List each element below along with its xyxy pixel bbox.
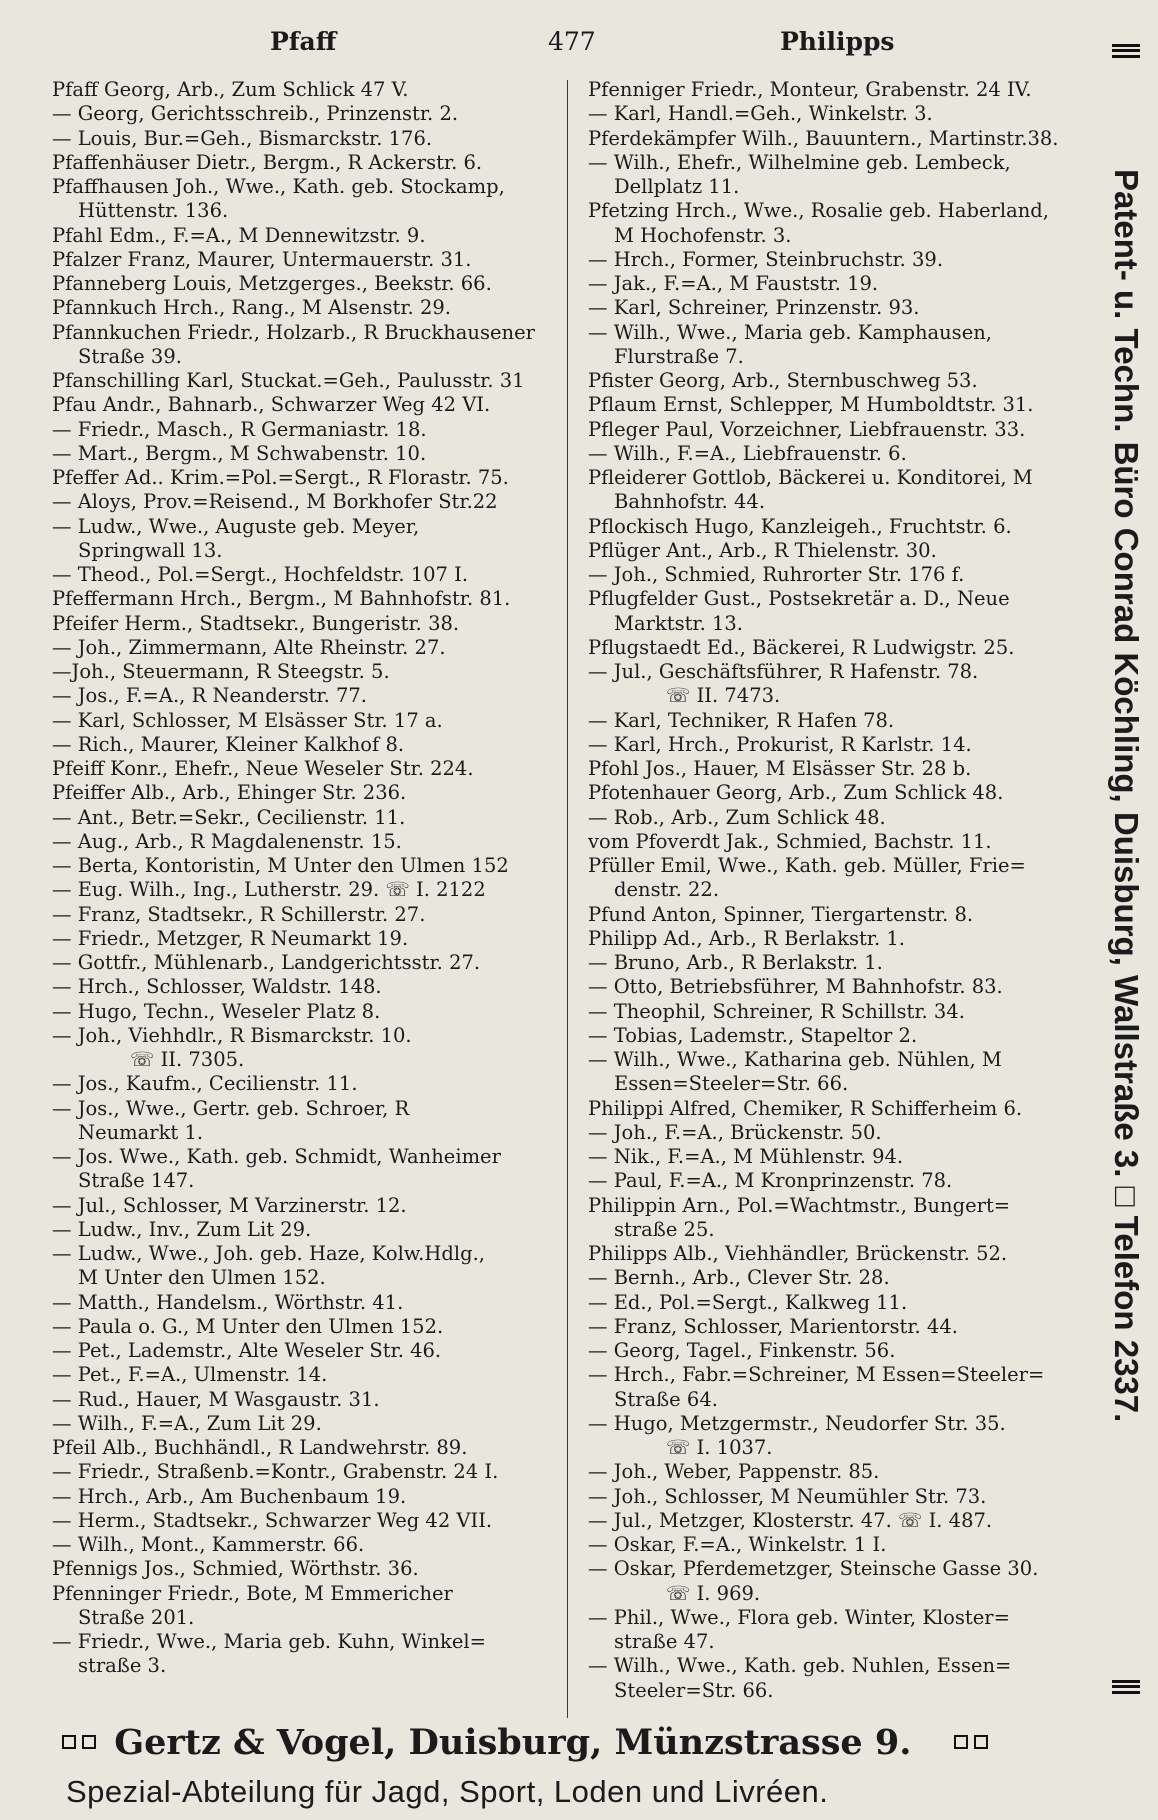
directory-entry: — Jul., Metzger, Klosterstr. 47. ☏ I. 487. — [588, 1508, 993, 1532]
left-column — [52, 78, 560, 1718]
directory-entry: — Wilh., Wwe., Kath. geb. Nuhlen, Essen= — [588, 1654, 1012, 1678]
directory-entry: — Hugo, Metzgermstr., Neudorfer Str. 35. — [588, 1411, 1006, 1435]
directory-entry: Pfeffer Ad.. Krim.=Pol.=Sergt., R Florastr. 75. — [52, 466, 509, 489]
directory-entry: — Karl, Hrch., Prokurist, R Karlstr. 14. — [588, 732, 972, 756]
directory-entry: — Rud., Hauer, M Wasgaustr. 31. — [52, 1387, 380, 1411]
directory-entry: — Hrch., Fabr.=Schreiner, M Essen=Steeler= — [588, 1363, 1045, 1387]
footer-ad-firm: Gertz & Vogel, Duisburg, Münzstrasse 9. — [114, 1722, 912, 1763]
directory-entry: — Jos. Wwe., Kath. geb. Schmidt, Wanheimer — [52, 1145, 501, 1168]
directory-entry: — Bruno, Arb., R Berlakstr. 1. — [588, 951, 883, 974]
directory-entry: — Aloys, Prov.=Reisend., M Borkhofer Str.22 — [52, 490, 498, 514]
header-left-keyword: Pfaff — [270, 27, 337, 56]
directory-entry: — Friedr., Straßenb.=Kontr., Grabenstr. 24 I. — [52, 1460, 499, 1484]
directory-entry: — Nik., F.=A., M Mühlenstr. 94. — [588, 1145, 904, 1168]
directory-entry: — Karl, Schlosser, M Elsässer Str. 17 a. — [52, 708, 443, 732]
square-icon — [954, 1735, 968, 1749]
column-divider — [567, 80, 568, 1718]
directory-entry: Pflaum Ernst, Schlepper, M Humboldtstr. 31. — [588, 393, 1034, 417]
telephone-line: ☏ I. 1037. — [666, 1436, 773, 1459]
directory-entry: — Jul., Schlosser, M Varzinerstr. 12. — [52, 1193, 407, 1217]
directory-entry: — Karl, Techniker, R Hafen 78. — [588, 708, 895, 732]
entry-continuation: denstr. 22. — [614, 878, 720, 902]
directory-entry: — Hrch., Arb., Am Buchenbaum 19. — [52, 1484, 407, 1508]
directory-entry: — Ludw., Wwe., Auguste geb. Meyer, — [52, 514, 420, 538]
directory-entry: Philippin Arn., Pol.=Wachtmstr., Bungert= — [588, 1193, 1011, 1217]
directory-entry: — Phil., Wwe., Flora geb. Winter, Kloster= — [588, 1605, 1010, 1629]
directory-entry: — Wilh., Mont., Kammerstr. 66. — [52, 1533, 365, 1556]
directory-entry: — Tobias, Lademstr., Stapeltor 2. — [588, 1023, 918, 1047]
directory-entry: — Rob., Arb., Zum Schlick 48. — [588, 805, 886, 829]
side-ad-text: Patent- u. Techn. Büro Conrad Köchling, Duisburg, Wallstraße 3. □ Telefon 2337. — [1108, 169, 1145, 1423]
directory-entry: — Karl, Schreiner, Prinzenstr. 93. — [588, 296, 920, 320]
entry-continuation: Straße 39. — [78, 344, 182, 368]
directory-entry: Pfotenhauer Georg, Arb., Zum Schlick 48. — [588, 781, 1004, 805]
entry-continuation: straße 3. — [78, 1654, 167, 1678]
directory-entry: — Wilh., Wwe., Maria geb. Kamphausen, — [588, 320, 992, 344]
directory-entry: Pflugfelder Gust., Postsekretär a. D., Neue — [588, 587, 1010, 611]
footer-ad-line2: Spezial-Abteilung für Jagd, Sport, Loden und Livréen. — [66, 1774, 829, 1809]
directory-entry: — Joh., F.=A., Brückenstr. 50. — [588, 1120, 882, 1144]
directory-entry: — Jul., Geschäftsführer, R Hafenstr. 78. — [588, 660, 979, 683]
header-right-keyword: Philipps — [780, 27, 895, 56]
directory-entry: — Rich., Maurer, Kleiner Kalkhof 8. — [52, 732, 405, 756]
square-icon — [974, 1735, 988, 1749]
telephone-line: ☏ II. 7305. — [130, 1048, 245, 1071]
directory-entry: Pfeffermann Hrch., Bergm., M Bahnhofstr. 81. — [52, 587, 511, 611]
directory-entry: — Georg, Tagel., Finkenstr. 56. — [588, 1339, 896, 1362]
directory-entry: — Friedr., Masch., R Germaniastr. 18. — [52, 417, 427, 441]
directory-entry: — Friedr., Wwe., Maria geb. Kuhn, Winkel= — [52, 1630, 486, 1653]
directory-entry: — Ed., Pol.=Sergt., Kalkweg 11. — [588, 1290, 908, 1314]
directory-entry: — Jak., F.=A., M Fauststr. 19. — [588, 272, 879, 295]
directory-entry: Pfaffhausen Joh., Wwe., Kath. geb. Stockamp, — [52, 175, 505, 198]
directory-entry: — Paul, F.=A., M Kronprinzenstr. 78. — [588, 1169, 953, 1193]
directory-entry: — Franz, Schlosser, Marientorstr. 44. — [588, 1314, 958, 1338]
directory-entry: Pfüller Emil, Wwe., Kath. geb. Müller, Frie= — [588, 854, 1026, 877]
directory-entry: Pfanneberg Louis, Metzgerges., Beekstr. 66. — [52, 272, 492, 295]
entry-continuation: straße 47. — [614, 1630, 715, 1653]
directory-entry: — Eug. Wilh., Ing., Lutherstr. 29. ☏ I. 2122 — [52, 878, 486, 902]
directory-entry: Pfenninger Friedr., Bote, M Emmericher — [52, 1581, 453, 1605]
directory-entry: — Gottfr., Mühlenarb., Landgerichtsstr. 27. — [52, 951, 481, 974]
telephone-line: ☏ II. 7473. — [666, 684, 781, 708]
directory-entry: Pfenniger Friedr., Monteur, Grabenstr. 24 IV. — [588, 78, 1032, 101]
page-number: 477 — [548, 27, 596, 56]
directory-entry: — Ludw., Wwe., Joh. geb. Haze, Kolw.Hdlg., — [52, 1242, 485, 1265]
entry-continuation: M Unter den Ulmen 152. — [78, 1266, 326, 1290]
directory-entry: Pfister Georg, Arb., Sternbuschweg 53. — [588, 369, 978, 392]
directory-entry: — Pet., F.=A., Ulmenstr. 14. — [52, 1363, 328, 1387]
directory-entry: — Berta, Kontoristin, M Unter den Ulmen 152 — [52, 854, 509, 877]
directory-entry: — Louis, Bur.=Geh., Bismarckstr. 176. — [52, 126, 433, 150]
directory-entry: — Jos., F.=A., R Neanderstr. 77. — [52, 684, 368, 708]
directory-entry: — Wilh., Ehefr., Wilhelmine geb. Lembeck, — [588, 150, 1011, 174]
directory-entry: — Wilh., F.=A., Liebfrauenstr. 6. — [588, 441, 907, 465]
entry-continuation: Hüttenstr. 136. — [78, 199, 229, 223]
entry-continuation: Bahnhofstr. 44. — [614, 490, 766, 514]
entry-continuation: Dellplatz 11. — [614, 175, 740, 198]
directory-entry: — Aug., Arb., R Magdalenenstr. 15. — [52, 829, 402, 853]
directory-entry: — Wilh., F.=A., Zum Lit 29. — [52, 1411, 322, 1435]
directory-entry: Pfannkuchen Friedr., Holzarb., R Bruckhausener — [52, 320, 535, 344]
entry-continuation: Straße 201. — [78, 1605, 195, 1629]
ad-rule-top — [1112, 44, 1140, 58]
directory-entry: Pfanschilling Karl, Stuckat.=Geh., Paulusstr. 31 — [52, 369, 525, 392]
directory-entry: — Ludw., Inv., Zum Lit 29. — [52, 1217, 312, 1241]
directory-entry: — Joh., Schmied, Ruhrorter Str. 176 f. — [588, 563, 965, 586]
directory-entry: Philippi Alfred, Chemiker, R Schifferheim 6. — [588, 1096, 1023, 1120]
square-icon — [62, 1735, 76, 1749]
directory-entry: — Joh., Weber, Pappenstr. 85. — [588, 1460, 880, 1484]
directory-entry: Pflockisch Hugo, Kanzleigeh., Fruchtstr. 6. — [588, 514, 1012, 538]
directory-entry: Philipps Alb., Viehhändler, Brückenstr. 52. — [588, 1242, 1008, 1265]
directory-entry: — Otto, Betriebsführer, M Bahnhofstr. 83. — [588, 975, 1003, 999]
directory-entry: — Joh., Viehhdlr., R Bismarckstr. 10. — [52, 1023, 412, 1047]
entry-continuation: Essen=Steeler=Str. 66. — [614, 1072, 849, 1096]
entry-continuation: Marktstr. 13. — [614, 611, 743, 635]
entry-continuation: Straße 147. — [78, 1169, 195, 1193]
directory-entry: Pflüger Ant., Arb., R Thielenstr. 30. — [588, 538, 937, 562]
directory-entry: — Joh., Schlosser, M Neumühler Str. 73. — [588, 1484, 987, 1508]
directory-entry: — Wilh., Wwe., Katharina geb. Nühlen, M — [588, 1048, 1002, 1071]
directory-entry: — Oskar, Pferdemetzger, Steinsche Gasse 30. — [588, 1557, 1039, 1581]
directory-entry: Pferdekämpfer Wilh., Bauuntern., Martinstr.38. — [588, 126, 1059, 150]
directory-entry: Pfaff Georg, Arb., Zum Schlick 47 V. — [52, 78, 409, 101]
ad-rule-bottom — [1112, 1680, 1140, 1694]
entry-continuation: Flurstraße 7. — [614, 344, 744, 368]
directory-entry: — Paula o. G., M Unter den Ulmen 152. — [52, 1314, 444, 1338]
directory-entry: Pfahl Edm., F.=A., M Dennewitzstr. 9. — [52, 223, 426, 247]
directory-entry: — Hugo, Techn., Weseler Platz 8. — [52, 999, 381, 1023]
directory-entry: — Matth., Handelsm., Wörthstr. 41. — [52, 1290, 404, 1314]
directory-entry: Pfleiderer Gottlob, Bäckerei u. Konditorei, M — [588, 466, 1033, 489]
directory-entry: Pfohl Jos., Hauer, M Elsässer Str. 28 b. — [588, 757, 972, 780]
directory-entry: — Bernh., Arb., Clever Str. 28. — [588, 1266, 890, 1290]
directory-entry: — Karl, Handl.=Geh., Winkelstr. 3. — [588, 102, 933, 126]
directory-entry: — Theophil, Schreiner, R Schillstr. 34. — [588, 999, 965, 1023]
directory-entry: Pfleger Paul, Vorzeichner, Liebfrauenstr. 33. — [588, 417, 1026, 441]
directory-entry: vom Pfoverdt Jak., Schmied, Bachstr. 11. — [588, 829, 992, 853]
directory-entry: Pfaffenhäuser Dietr., Bergm., R Ackerstr. 6. — [52, 150, 483, 174]
directory-entry: — Mart., Bergm., M Schwabenstr. 10. — [52, 441, 427, 465]
directory-entry: Pfeiff Konr., Ehefr., Neue Weseler Str. 224. — [52, 757, 474, 780]
directory-entry: — Pet., Lademstr., Alte Weseler Str. 46. — [52, 1339, 442, 1362]
directory-entry: Pfeifer Herm., Stadtsekr., Bungeristr. 38. — [52, 611, 460, 635]
directory-entry: — Theod., Pol.=Sergt., Hochfeldstr. 107 I. — [52, 563, 469, 586]
directory-entry: Pfeil Alb., Buchhändl., R Landwehrstr. 89. — [52, 1436, 468, 1459]
directory-entry: Pfau Andr., Bahnarb., Schwarzer Weg 42 VI. — [52, 393, 491, 417]
directory-entry: Pfennigs Jos., Schmied, Wörthstr. 36. — [52, 1557, 419, 1581]
directory-entry: — Hrch., Schlosser, Waldstr. 148. — [52, 975, 382, 999]
directory-entry: Pfalzer Franz, Maurer, Untermauerstr. 31. — [52, 247, 472, 271]
directory-entry: — Jos., Wwe., Gertr. geb. Schroer, R — [52, 1096, 410, 1120]
directory-entry: — Friedr., Metzger, R Neumarkt 19. — [52, 926, 409, 950]
directory-entry: Pfetzing Hrch., Wwe., Rosalie geb. Haberland, — [588, 199, 1049, 223]
directory-entry: Pfund Anton, Spinner, Tiergartenstr. 8. — [588, 902, 974, 926]
directory-entry: —Joh., Steuermann, R Steegstr. 5. — [52, 660, 390, 683]
directory-entry: — Joh., Zimmermann, Alte Rheinstr. 27. — [52, 635, 446, 659]
directory-entry: — Herm., Stadtsekr., Schwarzer Weg 42 VII. — [52, 1508, 493, 1532]
right-column — [588, 78, 1090, 1718]
directory-entry: Pfeiffer Alb., Arb., Ehinger Str. 236. — [52, 781, 407, 805]
directory-entry: — Hrch., Former, Steinbruchstr. 39. — [588, 247, 944, 271]
telephone-line: ☏ I. 969. — [666, 1581, 761, 1605]
footer-ad-line1 — [62, 1722, 1092, 1763]
directory-entry: — Franz, Stadtsekr., R Schillerstr. 27. — [52, 902, 426, 926]
directory-entry: Pfannkuch Hrch., Rang., M Alsenstr. 29. — [52, 296, 451, 320]
entry-continuation: Neumarkt 1. — [78, 1120, 204, 1144]
directory-entry: — Georg, Gerichtsschreib., Prinzenstr. 2. — [52, 102, 459, 126]
entry-continuation: M Hochofenstr. 3. — [614, 223, 792, 247]
entry-continuation: Steeler=Str. 66. — [614, 1678, 774, 1702]
directory-entry: — Jos., Kaufm., Cecilienstr. 11. — [52, 1072, 358, 1096]
side-advertisement — [1096, 44, 1154, 1694]
entry-continuation: Springwall 13. — [78, 538, 223, 562]
entry-continuation: straße 25. — [614, 1217, 715, 1241]
square-icon — [82, 1735, 96, 1749]
directory-entry: — Ant., Betr.=Sekr., Cecilienstr. 11. — [52, 805, 406, 829]
directory-entry: Philipp Ad., Arb., R Berlakstr. 1. — [588, 926, 905, 950]
directory-entry: — Oskar, F.=A., Winkelstr. 1 I. — [588, 1533, 887, 1556]
entry-continuation: Straße 64. — [614, 1387, 718, 1411]
directory-entry: Pflugstaedt Ed., Bäckerei, R Ludwigstr. 25. — [588, 635, 1015, 659]
